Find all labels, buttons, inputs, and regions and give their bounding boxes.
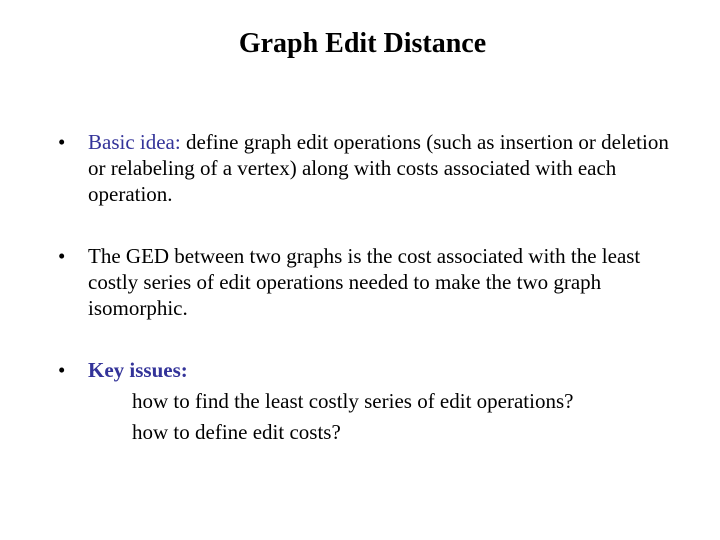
key-issue-item: how to find the least costly series of edit operations? bbox=[132, 389, 574, 413]
bullet-basic-idea bbox=[58, 129, 678, 207]
bullet-key-issues bbox=[58, 357, 678, 448]
bullet-lead-basic-idea: Basic idea: bbox=[88, 130, 181, 154]
bullet-ged-definition bbox=[58, 243, 678, 321]
bullet-marker: • bbox=[58, 358, 66, 382]
bullet-list bbox=[58, 129, 678, 448]
bullet-marker: • bbox=[58, 244, 66, 268]
key-issues-sublist bbox=[88, 386, 678, 448]
key-issue-item: how to define edit costs? bbox=[132, 420, 341, 444]
bullet-marker: • bbox=[58, 130, 66, 154]
slide-title: Graph Edit Distance bbox=[238, 28, 487, 59]
bullet-text-ged-definition: The GED between two graphs is the cost associated with the least costly series of edit operations needed to make the two graph isomorphic. bbox=[88, 244, 641, 320]
bullet-text-basic-idea: define graph edit operations (such as insertion or deletion or relabeling of a vertex) along with costs associated with each operation. bbox=[88, 130, 669, 206]
bullet-lead-key-issues: Key issues: bbox=[88, 358, 188, 382]
